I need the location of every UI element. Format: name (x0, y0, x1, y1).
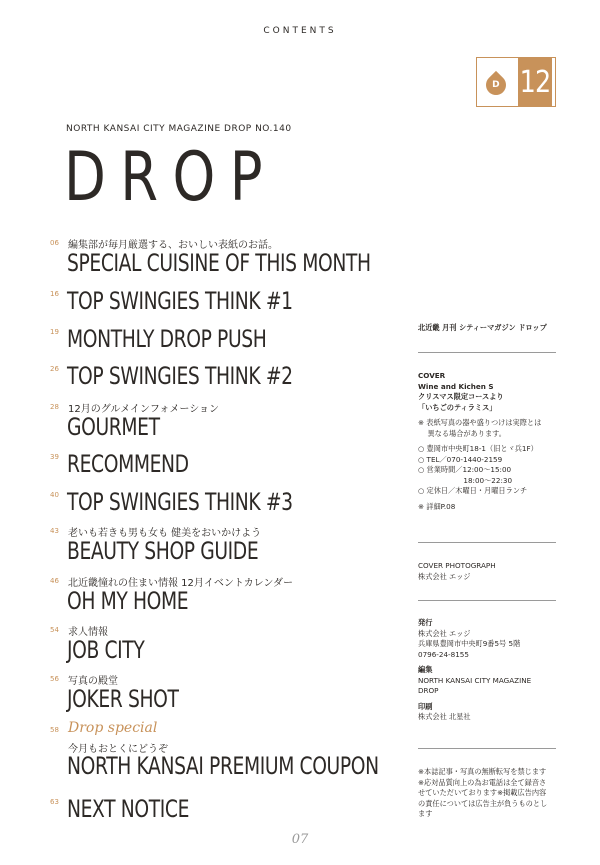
page-number: 07 (291, 832, 309, 847)
sidebar-line: 編集 (418, 665, 433, 674)
toc-title: BEAUTY SHOP GUIDE (67, 537, 259, 565)
sidebar-line: ※ 表紙写真の器や盛りつけは実際とは (418, 418, 542, 427)
magazine-line: NORTH KANSAI CITY MAGAZINE DROP NO.140 (66, 124, 292, 134)
sidebar-line: 印刷 (418, 701, 433, 711)
contents-label: CONTENTS (263, 26, 337, 36)
toc-page: 46 (50, 577, 59, 585)
sidebar-line: COVER PHOTOGRAPH (418, 561, 496, 570)
sidebar-line: ○ TEL／070-1440-2159 (418, 454, 503, 464)
sidebar-line: クリスマス限定コースより (418, 392, 504, 401)
toc-page: 40 (50, 491, 59, 499)
toc-title: JOB CITY (67, 636, 145, 664)
toc-special-label: Drop special (68, 720, 158, 736)
toc-title: OH MY HOME (67, 587, 189, 615)
toc-subtitle: 求人情報 (68, 627, 108, 638)
sidebar-line: COVER (418, 371, 446, 380)
toc-page: 43 (50, 527, 59, 535)
sidebar-line: 株式会社 エッジ (418, 571, 471, 581)
publisher-info (418, 618, 556, 723)
toc-subtitle: 北近畿憧れの住まい情報 12月イベントカレンダー (68, 578, 293, 589)
toc-page: 26 (50, 365, 59, 373)
toc-subtitle: 老いも若きも男も女も 健美をおいかけよう (68, 528, 262, 539)
cover-photograph (418, 561, 556, 582)
toc-subtitle: 写真の殿堂 (68, 676, 118, 687)
sidebar-line: Wine and Kichen S (418, 381, 494, 391)
sidebar-line: 発行 (418, 618, 433, 627)
toc-title: TOP SWINGIES THINK #3 (67, 488, 293, 516)
sidebar-line: 「いちごのティラミス」 (418, 402, 497, 412)
toc-page: 39 (50, 453, 59, 461)
drop-logo-icon (477, 58, 515, 106)
drop-logo-letter: D (492, 79, 500, 90)
sidebar-line: DROP (418, 686, 439, 695)
sidebar-line: 18:00〜22:30 (418, 475, 513, 485)
sidebar-line: ○ 営業時間／12:00〜15:00 (418, 465, 512, 474)
toc-page: 16 (50, 290, 59, 298)
issue-badge (476, 57, 556, 107)
toc-subtitle: 今月もおとくにどうぞ (68, 744, 168, 755)
divider (418, 352, 556, 353)
sidebar-line: ます (418, 809, 433, 818)
toc-page: 06 (50, 239, 59, 247)
toc-title: GOURMET (67, 413, 160, 441)
sidebar-line: 株式会社 エッジ (418, 628, 471, 638)
sidebar-line: 兵庫県豊岡市中央町9番5号 5階 (418, 639, 521, 648)
sidebar-line: の責任については広告主が負うものとし (418, 798, 548, 808)
sidebar-line: 0796-24-8155 (418, 649, 469, 659)
toc-title: NORTH KANSAI PREMIUM COUPON (67, 752, 379, 780)
sidebar-line: ○ 定休日／木曜日・月曜日ランチ (418, 486, 528, 495)
toc-page: 28 (50, 403, 59, 411)
divider (418, 542, 556, 543)
toc-page: 56 (50, 675, 59, 683)
toc-page: 54 (50, 626, 59, 634)
sidebar-line: ※本誌記事・写真の無断転写を禁じます (418, 767, 547, 776)
sidebar-line: 異なる場合があります。 (418, 428, 506, 438)
divider (418, 748, 556, 749)
sidebar-line: ○ 豊岡市中央町18-1（旧とヾ兵1F） (418, 444, 538, 453)
page-title: DROP (64, 138, 277, 217)
issue-month: 12 (518, 58, 552, 106)
toc-title: RECOMMEND (67, 450, 189, 478)
toc-page: 58 (50, 726, 59, 734)
toc-subtitle: 12月のグルメインフォメーション (68, 404, 220, 415)
toc-title: TOP SWINGIES THINK #2 (67, 362, 293, 390)
sidebar-line: ※ 詳細P.08 (418, 501, 456, 511)
toc-title: SPECIAL CUISINE OF THIS MONTH (67, 249, 371, 277)
toc-page: 19 (50, 328, 59, 336)
toc-title: JOKER SHOT (67, 685, 179, 713)
sidebar-line: せていただいております※掲載広告内容 (418, 788, 547, 797)
toc-title: NEXT NOTICE (67, 795, 190, 823)
sidebar-line: NORTH KANSAI CITY MAGAZINE (418, 675, 532, 685)
toc-title: MONTHLY DROP PUSH (67, 325, 267, 353)
copyright-notice (418, 767, 556, 820)
toc-page: 63 (50, 798, 59, 806)
divider (418, 600, 556, 601)
toc-title: TOP SWINGIES THINK #1 (67, 287, 293, 315)
cover-info (418, 371, 556, 512)
toc-subtitle: 編集部が毎月厳選する、おいしい表紙のお話。 (68, 240, 278, 251)
sidebar-magazine: 北近畿 月刊 シティーマガジン ドロップ (418, 323, 547, 332)
sidebar-line: ※応対品質向上の為お電話は全て録音さ (418, 777, 547, 787)
sidebar-line: 株式会社 北星社 (418, 712, 471, 721)
